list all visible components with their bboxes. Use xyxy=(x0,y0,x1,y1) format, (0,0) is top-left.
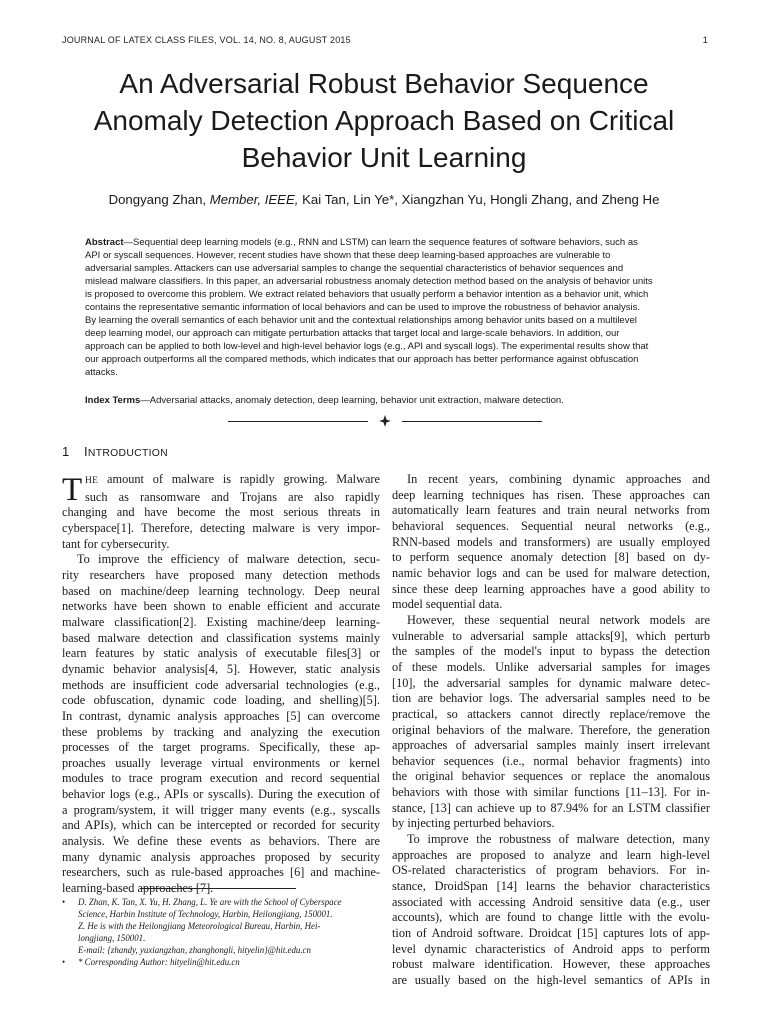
left-column xyxy=(62,472,380,897)
body-line: to perform sequence anomaly detection [8] based on dy- xyxy=(392,550,710,565)
body-line: learn features by static analysis of executable files[3] or xyxy=(62,646,380,661)
body-line: proaches usually leverage virtual environments or kernel xyxy=(62,755,380,770)
section-heading xyxy=(62,444,168,459)
page-number: 1 xyxy=(702,35,708,45)
body-line: tion of Android software. Droidcat [15] captures lots of app- xyxy=(392,926,710,941)
abstract-label: Abstract xyxy=(85,237,124,248)
abstract-line xyxy=(85,236,685,249)
body-line: of these models. Unlike adversarial samples for images xyxy=(392,659,710,674)
abstract-line: By learning the overall semantics of each behavior unit and the contextual relationships among behavior units based on a multilevel xyxy=(85,315,637,327)
body-line: However, these sequential neural network models are xyxy=(407,612,710,627)
journal-name: JOURNAL OF LATEX CLASS FILES, VOL. 14, NO. 8, AUGUST 2015 xyxy=(62,35,351,45)
body-line xyxy=(62,472,380,490)
body-line: practical, so attackers cannot directly replace/remove the xyxy=(392,706,710,721)
body-line: based on machine/deep learning technology. Deep neural xyxy=(62,583,380,598)
right-column xyxy=(392,472,710,989)
bullet-icon: • xyxy=(62,897,66,907)
footnote-line: Science, Harbin Institute of Technology, Harbin, Heilongjiang, 150001. xyxy=(78,909,333,919)
abstract-line: approach can be applied to both low-level and high-level behavior logs (e.g., API and syscall logs). The experimental results show that xyxy=(85,341,649,353)
body-line: analysis. We define these events as behaviors. There are xyxy=(62,834,380,849)
body-line: behavioral sequences. Sequential neural networks (e.g., xyxy=(392,518,710,533)
body-line: robust malware identification. However, these approaches xyxy=(392,957,710,972)
drop-cap: T xyxy=(62,472,83,508)
abstract-line: contains the representative semantic information of local behaviors and can be used to improve the robustness of behavior analysis. xyxy=(85,302,641,314)
body-line: automatically learn features and train neural networks from xyxy=(392,503,710,518)
body-line: stance, [13] can achieve up to 87.94% for an LSTM classifier xyxy=(392,800,710,815)
diamond-icon xyxy=(377,413,393,429)
body-line: OS-related characteristics of program behaviors. For in- xyxy=(392,863,710,878)
body-line: modules to trace program execution and record sequential xyxy=(62,771,380,786)
separator-rule xyxy=(402,421,542,422)
body-line: In contrast, dynamic analysis approaches [5] can overcome xyxy=(62,708,380,723)
body-line: behavior logs (e.g., APIs or syscalls). During the execution of xyxy=(62,787,380,802)
footnote-rule xyxy=(140,888,296,889)
body-line: a program/system, it will trigger many events (e.g., syscalls xyxy=(62,802,380,817)
author-list xyxy=(40,192,728,207)
footnote-affiliations xyxy=(62,896,380,956)
body-line: original behaviors of the malware. Therefore, the generation xyxy=(392,722,710,737)
body-line: changing and have become the most serious threats in xyxy=(62,505,380,520)
body-line: To improve the efficiency of malware detection, secu- xyxy=(77,552,380,567)
body-line: are usually based on the high-level semantics of APIs in xyxy=(392,973,710,987)
footnote-line: D. Zhan, K. Tan, X. Yu, H. Zhang, L. Ye are with the School of Cyberspace xyxy=(78,897,342,907)
body-line: and APIs), which can be intercepted or recorded for security xyxy=(62,818,380,833)
body-line: methods are insufficient code adversarial technologies (e.g., xyxy=(62,677,380,692)
other-authors: Kai Tan, Lin Ye*, Xiangzhan Yu, Hongli Zhang, and Zheng He xyxy=(302,192,660,207)
index-terms-text: —Adversarial attacks, anomaly detection, deep learning, behavior unit extraction, malware detection. xyxy=(140,395,564,406)
body-line: the original behavior sequences or replace the anomalous xyxy=(392,769,710,784)
body-line: approaches of adversarial samples mainly insert irrelevant xyxy=(392,738,710,753)
body-line: stance, DroidSpan [14] learns the behavior characteristics xyxy=(392,879,710,894)
body-line: deep learning techniques has risen. These approaches can xyxy=(392,487,710,502)
abstract-line: deep learning model, our approach can mitigate perturbation attacks that target local and large-scale behaviors. In addition, our xyxy=(85,328,620,340)
abstract-line: API or syscall sequences. However, recent studies have shown that these deep learning-based approaches are vulnerable to xyxy=(85,250,611,262)
body-line: learning-based approaches [7]. xyxy=(62,881,214,896)
abstract-line: adversarial samples. Attackers can use adversarial samples to change the sequential characteristics of behavior sequences and xyxy=(85,263,624,275)
body-line: cyberspace[1]. Therefore, detecting malware is very impor- xyxy=(62,520,380,535)
body-line: In recent years, combining dynamic approaches and xyxy=(407,472,710,486)
body-line: rity researchers have proposed many detection methods xyxy=(62,567,380,582)
body-line: behaviors with those with similar functions [11–13]. For in- xyxy=(392,785,710,800)
footnote-line: Z. He is with the Heilongjiang Meteorological Bureau, Harbin, Hei- xyxy=(78,921,321,931)
body-line: approaches are proposed to analyze and learn high-level xyxy=(392,847,710,862)
abstract-line: our approach outperforms all the compared methods, which indicates that our approach has better performance against obfuscation xyxy=(85,354,639,366)
body-line: associated with accessing Android sensitive data (e.g., user xyxy=(392,894,710,909)
section-separator xyxy=(228,413,542,429)
section-title-rest: NTRODUCTION xyxy=(87,448,168,459)
footnote-line: longjiang, 150001. xyxy=(78,933,146,943)
body-line: tion are behavior logs. The adversarial samples need to be xyxy=(392,691,710,706)
first-author-membership: Member, IEEE, xyxy=(209,192,299,207)
body-line: many dynamic analysis approaches proposed by security xyxy=(62,849,380,864)
body-line: tant for cybersecurity. xyxy=(62,536,170,551)
section-number: 1 xyxy=(62,444,70,459)
body-line: RNN-based models and transformers) are usually employed xyxy=(392,534,710,549)
bullet-icon: • xyxy=(62,957,66,967)
paper-title xyxy=(40,65,728,176)
body-line: model sequential data. xyxy=(392,597,503,612)
body-line: malware classification[2]. Existing machine/deep learning- xyxy=(62,614,380,629)
footnotes xyxy=(62,896,380,968)
body-line: processes of the target programs. Specifically, these ap- xyxy=(62,740,380,755)
body-line: level dynamic characteristics of Android apps to perform xyxy=(392,941,710,956)
body-line: the samples of the model's input to bypass the detection xyxy=(392,644,710,659)
footnote-corresponding-author xyxy=(62,956,380,968)
body-line: since these deep learning approaches have a good ability to xyxy=(392,581,710,596)
body-line: [10], the adversarial samples for dynamic malware detec- xyxy=(392,675,710,690)
body-line: these problems by tracking and analyzing the execution xyxy=(62,724,380,739)
abstract-line: attacks. xyxy=(85,367,118,379)
title-line: Behavior Unit Learning xyxy=(241,142,527,173)
body-line: dynamic behavior analysis[4, 5]. However, static analysis xyxy=(62,661,380,676)
separator-rule xyxy=(228,421,368,422)
body-line: based malware detection and classification systems mainly xyxy=(62,630,380,645)
abstract-line: mislead malware classifiers. In this paper, an adversarial robustness anomaly detection method based on the analysis of behavior units xyxy=(85,276,653,288)
index-terms-label: Index Terms xyxy=(85,395,141,406)
abstract-line: is proposed to overcome this problem. We extract related behaviors that usually perform a behavior intention as a behavior unit, which xyxy=(85,289,649,301)
title-line: Anomaly Detection Approach Based on Critical xyxy=(93,105,675,136)
title-line: An Adversarial Robust Behavior Sequence xyxy=(119,68,649,99)
body-line: networks have been shown to enable efficient and accurate xyxy=(62,599,380,614)
body-text: amount of malware is rapidly growing. Malware xyxy=(98,472,380,486)
small-caps-word: HE xyxy=(85,476,99,486)
body-line: by injecting perturbed behaviors. xyxy=(392,816,555,831)
body-line: such as ransomware and Trojans are also rapidly xyxy=(85,489,380,504)
section-title-initial: I xyxy=(84,444,88,459)
body-line: namic behavior logs and can be used for malware detection, xyxy=(392,565,710,580)
footnote-line: E-mail: {zhandy, yuxiangzhan, zhanghongli, hityelin}@hit.edu.cn xyxy=(78,945,311,955)
running-header xyxy=(62,35,708,45)
body-line: behavior sequences (i.e., normal behavior fragments) into xyxy=(392,753,710,768)
body-line: researchers, such as rule-based approaches [6] and machine- xyxy=(62,865,380,880)
body-line: vulnerable to adversarial sample attacks[9], which perturb xyxy=(392,628,710,643)
abstract-text: —Sequential deep learning models (e.g., RNN and LSTM) can learn the sequence features of software behaviors, such as xyxy=(123,237,638,248)
abstract xyxy=(85,236,685,380)
body-line: To improve the robustness of malware detection, many xyxy=(407,832,710,847)
index-terms xyxy=(85,395,685,406)
first-author: Dongyang Zhan, xyxy=(108,192,207,207)
body-line: code obfuscation, dynamic code loading, and shelling)[5]. xyxy=(62,693,380,708)
footnote-line: * Corresponding Author: hityelin@hit.edu.cn xyxy=(78,957,240,967)
body-line: accounts), which are found to change little with the evolu- xyxy=(392,910,710,925)
